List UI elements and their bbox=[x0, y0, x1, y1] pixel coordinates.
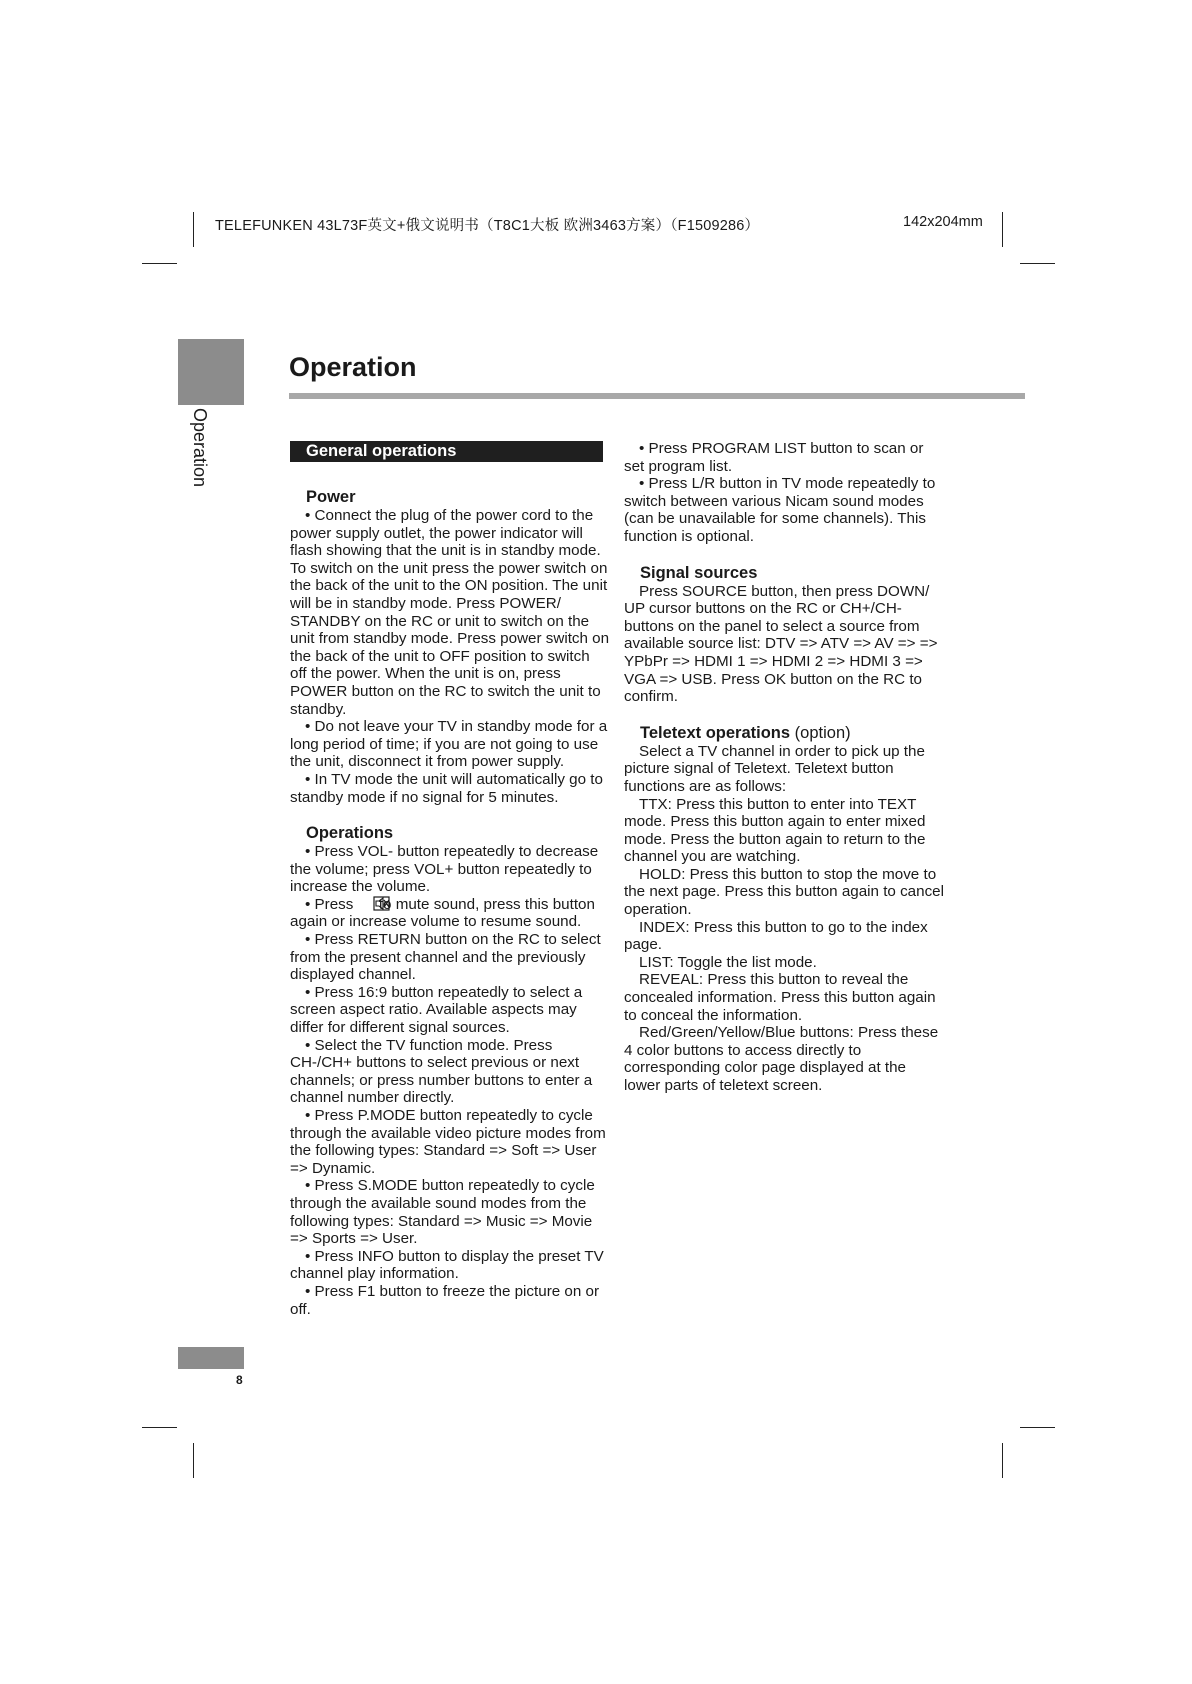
side-tab-block bbox=[178, 339, 244, 405]
crop-mark-top-left-vertical bbox=[193, 212, 194, 247]
paragraph: Red/Green/Yellow/Blue buttons: Press these 4 color buttons to access directly to corresponding color page displayed at the lower parts of teletext screen. bbox=[624, 1024, 939, 1094]
paragraph: • Press PROGRAM LIST button to scan or set program list. bbox=[624, 440, 924, 475]
paragraph: • Select the TV function mode. Press CH-/CH+ buttons to select previous or next channels; or press number buttons to enter a channel number directly. bbox=[290, 1036, 593, 1107]
print-header-title: TELEFUNKEN 43L73F英文+俄文说明书（T8C1大板 欧洲3463方案）（F1509286） bbox=[215, 218, 760, 234]
paragraph: • Press S.MODE button repeatedly to cycle through the available sound modes from the following types: Standard => Music => Movie => Sports => User. bbox=[290, 1177, 595, 1248]
paragraph: LIST: Toggle the list mode. bbox=[639, 953, 817, 971]
page-number-block bbox=[178, 1347, 244, 1369]
paragraph: Press SOURCE button, then press DOWN/ UP cursor buttons on the RC or CH+/CH- buttons on the panel to select a source from available source list: DTV => ATV => AV => => YPbPr => HDMI 1 => HDMI 2 => HDMI 3 => VGA => USB. Press OK button on the RC to confirm. bbox=[624, 582, 938, 706]
page-title: Operation bbox=[289, 352, 417, 382]
teletext-heading-text: Teletext operations bbox=[640, 723, 791, 742]
paragraph: • Connect the plug of the power cord to the power supply outlet, the power indicator will flash showing that the unit is in standby mode. To switch on the unit press the power switch on the back of the unit to the ON position. The unit will be in standby mode. Press POWER/ STANDBY on the RC or unit to switch on the unit from standby mode. Press power switch on the back of the unit to OFF position to switch off the power. When the unit is on, press POWER button on the RC to switch the unit to standby. bbox=[290, 507, 610, 718]
crop-mark-bottom-left-horizontal bbox=[142, 1427, 177, 1428]
subheading-teletext bbox=[624, 724, 944, 743]
print-header-size: 142x204mm bbox=[903, 214, 983, 230]
teletext-heading-suffix: (option) bbox=[794, 723, 851, 742]
subheading-power: Power bbox=[306, 488, 356, 506]
right-column bbox=[624, 440, 944, 1095]
paragraph: • Press P.MODE button repeatedly to cycle through the available video picture modes from the following types: Standard => Soft => User => Dynamic. bbox=[290, 1107, 606, 1177]
side-tab-label: Operation bbox=[190, 408, 210, 488]
subheading-operations: Operations bbox=[306, 824, 394, 843]
paragraph: • In TV mode the unit will automatically go to standby mode if no signal for 5 minutes. bbox=[290, 770, 603, 806]
title-rule bbox=[289, 393, 1025, 399]
paragraph: Select a TV channel in order to pick up the picture signal of Teletext. Teletext button functions are as follows: bbox=[624, 742, 925, 795]
paragraph: • Press 16:9 button repeatedly to select a screen aspect ratio. Available aspects may differ for different signal sources. bbox=[290, 983, 583, 1037]
paragraph: • Press VOL- button repeatedly to decrease the volume; press VOL+ button repeatedly to increase the volume. bbox=[290, 843, 599, 896]
left-column bbox=[290, 441, 610, 1318]
paragraph: • Press F1 button to freeze the picture on or off. bbox=[290, 1282, 600, 1318]
paragraph: TTX: Press this button to enter into TEXT mode. Press this button again to enter mixed mode. Press the button again to return to the channel you are watching. bbox=[624, 795, 926, 866]
paragraph-mute bbox=[290, 896, 610, 931]
crop-mark-top-right-vertical bbox=[1002, 212, 1003, 247]
paragraph: • Press RETURN button on the RC to select from the present channel and the previously displayed channel. bbox=[290, 931, 601, 984]
paragraph: • Do not leave your TV in standby mode for a long period of time; if you are not going to use the unit, disconnect it from power supply. bbox=[290, 718, 608, 771]
crop-mark-top-left-horizontal bbox=[142, 263, 177, 264]
mute-text-before: • Press bbox=[305, 895, 354, 913]
paragraph: • Press INFO button to display the preset TV channel play information. bbox=[290, 1247, 604, 1283]
paragraph: HOLD: Press this button to stop the move to the next page. Press this button again to cancel operation. bbox=[624, 865, 944, 919]
paragraph: INDEX: Press this button to go to the index page. bbox=[624, 918, 928, 954]
mute-icon bbox=[358, 896, 375, 911]
subheading-signal-sources: Signal sources bbox=[640, 563, 758, 582]
paragraph: REVEAL: Press this button to reveal the concealed information. Press this button again to conceal the information. bbox=[624, 971, 936, 1024]
crop-mark-top-right-horizontal bbox=[1020, 263, 1055, 264]
crop-mark-bottom-right-horizontal bbox=[1020, 1427, 1055, 1428]
crop-mark-bottom-right-vertical bbox=[1002, 1443, 1003, 1478]
paragraph: • Press L/R button in TV mode repeatedly to switch between various Nicam sound modes (can be unavailable for some channels). This function is optional. bbox=[624, 475, 936, 545]
page-number: 8 bbox=[236, 1373, 243, 1387]
section-bar-general-operations: General operations bbox=[290, 441, 603, 462]
mute-text-after: to mute sound, press this button again or increase volume to resume sound. bbox=[290, 895, 595, 931]
crop-mark-bottom-left-vertical bbox=[193, 1443, 194, 1478]
